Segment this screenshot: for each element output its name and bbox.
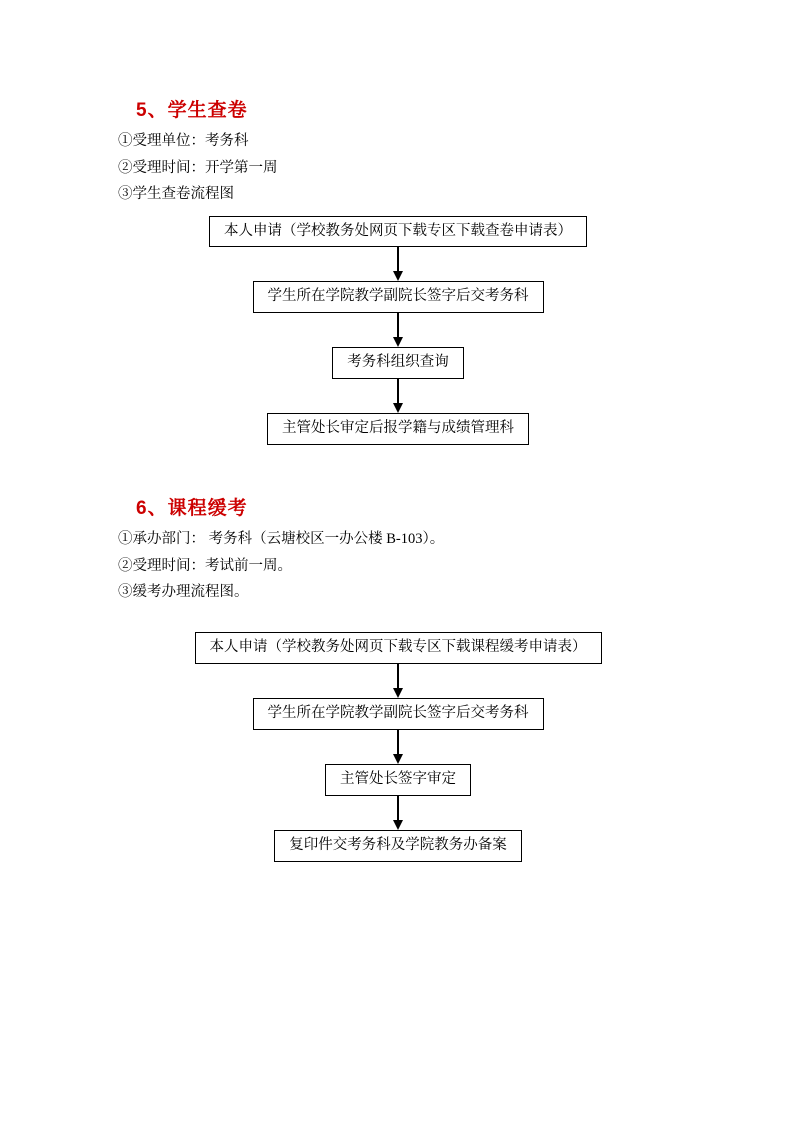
arrow-down-icon (391, 247, 405, 281)
flowchart-course-deferred-exam (118, 632, 678, 862)
section-6-line-3: ③缓考办理流程图。 (118, 584, 249, 601)
section-course-deferred-exam (118, 493, 678, 861)
section-student-paper-review (118, 95, 678, 445)
section-5-line-2: ②受理时间：开学第一周 (118, 159, 278, 176)
arrow-down-icon (391, 730, 405, 764)
document-content (118, 95, 678, 862)
section-5-heading: 5、学生查卷 (136, 100, 248, 121)
flow-box: 考务科组织查询 (332, 347, 464, 379)
flowchart-student-paper-review (118, 216, 678, 446)
arrow-down-icon (391, 379, 405, 413)
flow-box: 复印件交考务科及学院教务办备案 (274, 830, 522, 862)
section-6-heading: 6、课程缓考 (136, 498, 248, 520)
arrow-down-icon (391, 313, 405, 347)
section-5-line-3: ③学生查卷流程图 (118, 186, 234, 202)
flow-box: 本人申请（学校教务处网页下载专区下载课程缓考申请表） (195, 632, 602, 664)
flow-box: 学生所在学院教学副院长签字后交考务科 (253, 281, 544, 313)
section-5-line-1: ①受理单位：考务科 (118, 133, 249, 149)
flow-box: 学生所在学院教学副院长签字后交考务科 (253, 698, 544, 730)
section-6-line-1: ①承办部门： 考务科（云塘校区一办公楼 B-103）。 (118, 531, 445, 548)
section-6-line-2: ②受理时间：考试前一周。 (118, 557, 292, 574)
arrow-down-icon (391, 664, 405, 698)
flow-box: 本人申请（学校教务处网页下载专区下载查卷申请表） (209, 216, 587, 248)
arrow-down-icon (391, 796, 405, 830)
flow-box: 主管处长审定后报学籍与成绩管理科 (267, 413, 529, 445)
flow-box: 主管处长签字审定 (325, 764, 471, 796)
